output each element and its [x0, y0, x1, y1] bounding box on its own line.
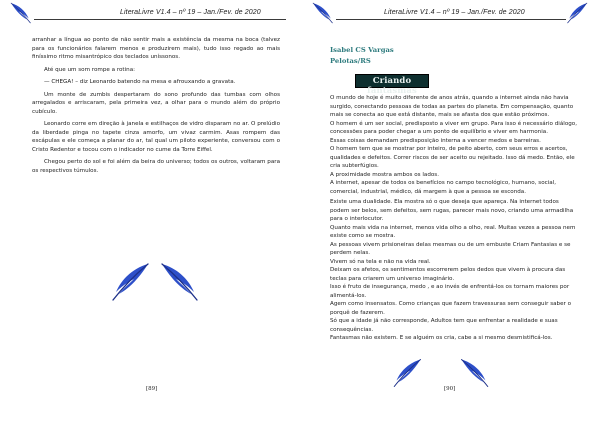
paragraph: arranhar a língua ao ponto de não sentir mais a existência da mesma na boca (talvez para os funcionários falarem menos e produzirem mais), tudo isso regado ao mais finíssimo ritmo misantrópico dos teclados uníssonos. [32, 37, 280, 60]
quill-pen-icon [312, 2, 334, 24]
body-text [330, 94, 578, 343]
story-title [355, 74, 429, 96]
paragraph: — CHEGA! – diz Leonardo batendo na mesa e afrouxando a gravata. [44, 79, 236, 85]
quill-pen-icon [160, 262, 200, 302]
quill-pen-icon [566, 2, 588, 24]
page-number: [90] [444, 386, 456, 392]
paragraph: Vivem só na tela e não na vida real. [330, 258, 431, 265]
header-text: LiteraLivre V1.4 – nº 19 – Jan./Fev. de 2020 [120, 9, 261, 16]
paragraph: Essas coisas demandam predisposição interna a vencer medos e barreiras. [330, 137, 541, 144]
paragraph: A proximidade mostra ambos os lados. [330, 171, 439, 178]
header-rule [34, 19, 286, 20]
paragraph: Deixam os afetos, os sentimentos escorrerem pelos dedos que vivem à procura das teclas para criarem um universo imaginário. [330, 267, 566, 282]
paragraph: O mundo de hoje é muito diferente de anos atrás, quando a internet ainda não havia surgido, conectando pessoas de todas as partes do planeta. Em compensação, quanto mais se conecta ao que está distante, mais se afasta dos que estão próximos. [330, 95, 574, 118]
story-title-text: Criando fantasmas [367, 76, 417, 96]
author-location: Pelotas/RS [330, 57, 371, 65]
paragraph: Existe uma dualidade. Ela mostra só o que deseja que apareça. Na internet todos podem ser belos, sem defeitos, sem rugas, parecer mais novo, criando uma armadilha para o interlocutor. [330, 199, 574, 222]
paragraph: Um monte de zumbis despertaram do sono profundo das tumbas com olhos arregalados e arriscaram, pela primeira vez, a olhar para o mundo além do próprio cubículo. [32, 91, 280, 115]
page-header [300, 4, 600, 26]
quill-pen-icon [110, 262, 150, 302]
paragraph: O homem tem que se mostrar por inteiro, de peito aberto, com seus erros e acertos, qualidades e defeitos. Correr riscos de ser aceito ou rejeitado. Isso dá medo. Então, ele cria subterfúgios. [330, 146, 575, 169]
paragraph: Chegou perto do sol e foi além da beira do universo; todos os outros, voltaram para os respectivos túmulos. [32, 159, 280, 174]
paragraph: Só que a idade já não corresponde, Adultos tem que enfrentar a realidade e suas consequências. [330, 318, 558, 333]
quill-pen-icon [392, 358, 422, 388]
paragraph: Leonardo corre em direção à janela e estilhaços de vidro disparam no ar. O prelúdio da liberdade pinga no tapete cinza amorfo, um vivaz carmim. Asas rompem das escápulas e ele começa a planar do ar, tal qual um piloto experiente, conversou com o Cristo Redentor e tocou com o indicador no cume da Torre Eiffel. [32, 121, 280, 153]
header-rule [336, 19, 566, 20]
quill-pen-icon [460, 358, 490, 388]
page-header [0, 4, 300, 26]
paragraph: Até que um som rompe a rotina: [44, 66, 136, 73]
paragraph: Agem como insensatos. Como crianças que fazem travessuras sem conseguir saber o porquê de fazerem. [330, 301, 572, 316]
header-text: LiteraLivre V1.4 – nº 19 – Jan./Fev. de 2020 [384, 9, 525, 16]
author-name: Isabel CS Vargas [330, 46, 394, 54]
paragraph: Isso é fruto de insegurança, medo , e ao invés de enfrentá-los os tornam maiores por alimentá-los. [330, 284, 570, 299]
paragraph: Fantasmas não existem. E se alguém os cria, cabe a si mesmo desmistificá-los. [330, 335, 553, 341]
paragraph: Quanto mais vida na internet, menos vida olho a olho, real. Muitas vezes a pessoa nem existe como se mostra. [330, 224, 576, 239]
body-text [32, 36, 280, 175]
paragraph: As pessoas vivem prisioneiras delas mesmas ou de um embuste Criam Fantasias e se perdem nelas. [330, 241, 571, 256]
page-number: [89] [146, 386, 158, 392]
quill-pen-icon [10, 2, 32, 24]
paragraph: A internet, apesar de todos os benefícios no campo tecnológico, humano, social, comercial, industrial, médico, dá margem à que a pessoa se esconda. [330, 180, 557, 195]
paragraph: O homem é um ser social, predisposto a viver em grupo. Para isso é necessário diálogo, concessões para poder chegar a um ponto de equilíbrio e viver em harmonia. [330, 120, 577, 135]
